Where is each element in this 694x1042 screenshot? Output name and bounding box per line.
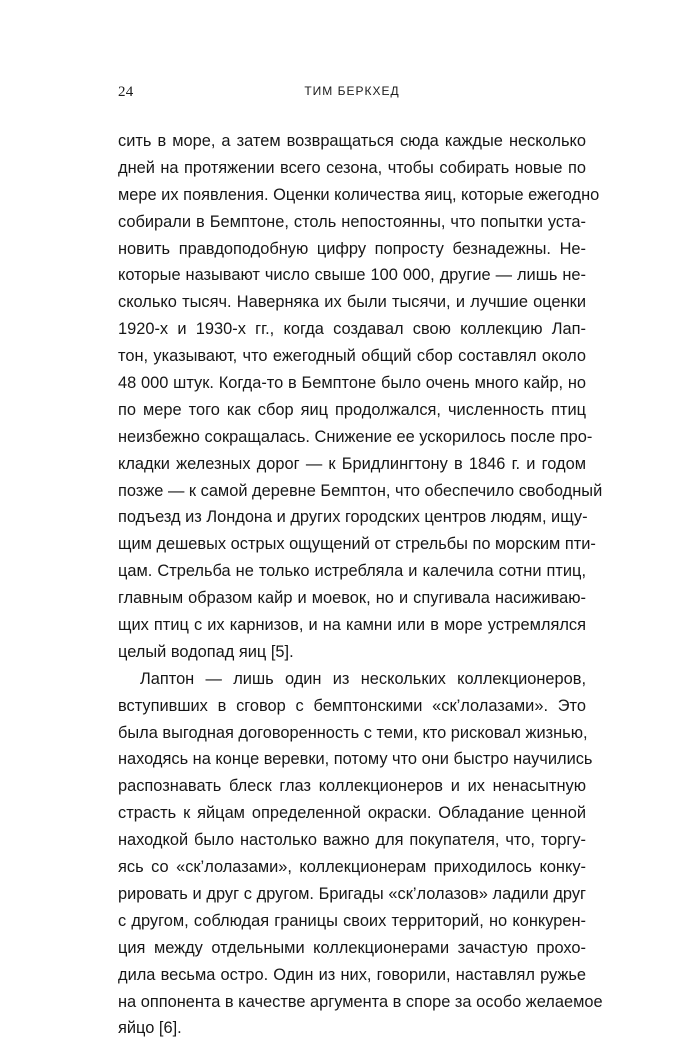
text-line: дней на протяжении всего сезона, чтобы собирать новые по [118,158,586,177]
text-line: сколько тысяч. Наверняка их были тысячи, и лучшие оценки [118,293,586,312]
text-line: находкой было настолько важно для покупателя, что, торгу- [118,831,586,850]
text-line: цам. Стрельба не только истребляла и калечила сотни птиц, [118,562,586,581]
paragraph [118,666,603,1042]
text-line: главным образом кайр и моевок, но и спугивала насиживаю- [118,589,586,608]
text-line: тон, указывают, что ежегодный общий сбор составлял около [118,347,586,366]
text-line: позже — к самой деревне Бемптон, что обеспечило свободный [118,481,603,500]
text-line: по мере того как сбор яиц продолжался, численность птиц [118,400,586,419]
text-line: находясь на конце веревки, потому что они быстро научились [118,750,593,769]
text-line: которые называют число свыше 100 000, другие — лишь не- [118,266,586,285]
paragraph [118,128,603,666]
text-line: сить в море, а затем возвращаться сюда каждые несколько [118,132,586,150]
text-line: собирали в Бемптоне, столь непостоянны, что попытки уста- [118,212,586,231]
text-line: на оппонента в качестве аргумента в споре за особо желаемое [118,992,603,1011]
text-line: кладки железных дорог — к Бридлингтону в 1846 г. и годом [118,454,586,473]
text-line: распознавать блеск глаз коллекционеров и их ненасытную [118,777,586,796]
text-line: подъезд из Лондона и других городских центров людям, ищу- [118,508,588,527]
text-line: дила весьма остро. Один из них, говорили, наставлял ружье [118,965,586,984]
text-line: ясь со «ск’лолазами», коллекционерам приходилось конку- [118,858,586,877]
text-line: щим дешевых острых ощущений от стрельбы по морским пти- [118,535,596,554]
text-line: страсть к яйцам определенной окраски. Обладание ценной [118,804,586,823]
text-line: 1920-х и 1930-х гг., когда создавал свою коллекцию Лап- [118,320,586,339]
text-line: 48 000 штук. Когда-то в Бемптоне было очень много кайр, но [118,374,586,393]
text-line: яйцо [6]. [118,1019,182,1038]
text-line: неизбежно сокращалась. Снижение ее ускорилось после про- [118,427,593,446]
text-line: Лаптон — лишь один из нескольких коллекционеров, [140,669,586,688]
text-line: ция между отдельными коллекционерами зачастую прохо- [118,938,586,957]
text-line: целый водопад яиц [5]. [118,642,294,661]
text-line: новить правдоподобную цифру попросту безнадежны. Не- [118,239,586,258]
text-line: рировать и друг с другом. Бригады «ск’лолазов» ладили друг [118,884,586,903]
book-header-author: ТИМ БЕРКХЕД [304,84,400,98]
page-number: 24 [118,84,134,100]
text-line: была выгодная договоренность с теми, кто рисковал жизнью, [118,723,588,742]
text-line: щих птиц с их карнизов, и на камни или в море устремлялся [118,616,586,635]
text-line: мере их появления. Оценки количества яиц, которые ежегодно [118,185,600,204]
running-head [118,84,586,104]
body-text [118,128,603,1042]
text-line: с другом, соблюдая границы своих территорий, но конкурен- [118,911,586,930]
text-line: вступивших в сговор с бемптонскими «ск’лолазами». Это [118,696,586,715]
